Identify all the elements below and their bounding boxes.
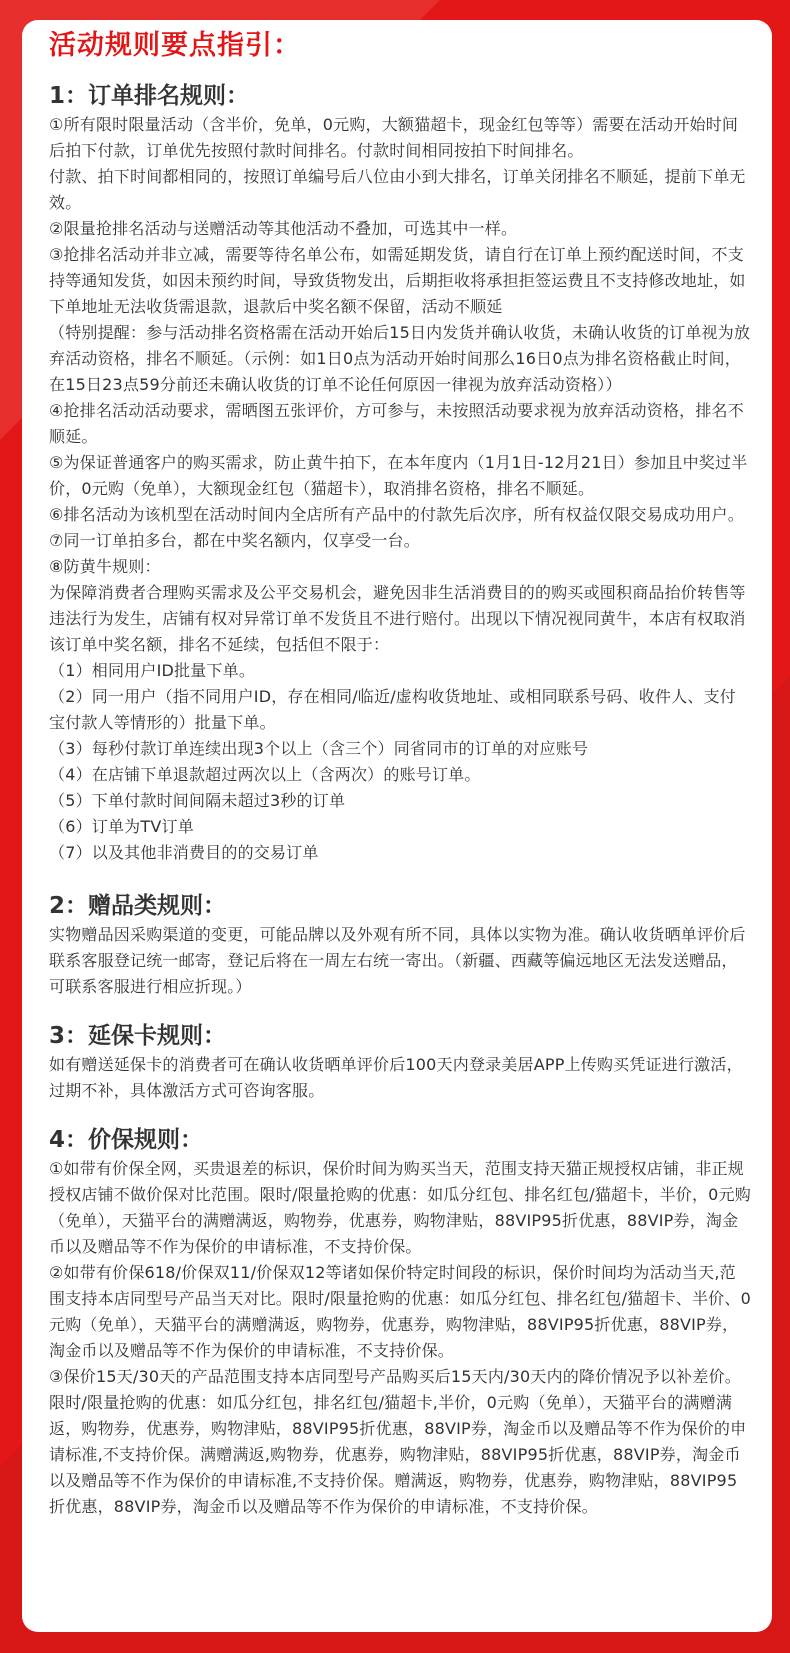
section-order-ranking (49, 80, 752, 866)
section-gift-rules (49, 890, 752, 1000)
section-heading: 2：赠品类规则： (49, 893, 227, 919)
section-warranty-card (49, 1020, 752, 1104)
section-body: ①所有限时限量活动（含半价，免单，0元购，大额猫超卡，现金红包等等）需要在活动开始时间后拍下付款，订单优先按照付款时间排名。付款时间相同按拍下时间排名。 付款、拍下时间都相同的，按照订单编号后八位由小到大排名，订单关闭排名不顺延，提前下单无效。 ②限量抢排名活动与送赠活动等其他活动不叠加，可选其中一样。 ③抢排名活动并非立减，需要等待名单公布，如需延期发货，请自行在订单上预约配送时间，不支持等通知发货，如因未预约时间，导致货物发出，后期拒收将承担拒签运费且不支持修改地址，如下单地址无法收货需退款，退款后中奖名额不保留，活动不顺延 （特别提醒：参与活动排名资格需在活动开始后15日内发货并确认收货，未确认收货的订单视为放弃活动资格，排名不顺延。（示例：如1日0点为活动开始时间那么16日0点为排名资格截止时间，在15日23点59分前还未确认收货的订单不论任何原因一律视为放弃活动资格）） ④抢排名活动活动要求，需晒图五张评价，方可参与，未按照活动要求视为放弃活动资格，排名不顺延。 ⑤为保证普通客户的购买需求，防止黄牛拍下，在本年度内（1月1日-12月21日）参加且中奖过半价，0元购（免单），大额现金红包（猫超卡），取消排名资格，排名不顺延。 ⑥排名活动为该机型在活动时间内全店所有产品中的付款先后次序，所有权益仅限交易成功用户。 ⑦同一订单拍多台，都在中奖名额内，仅享受一台。 ⑧防黄牛规则： 为保障消费者合理购买需求及公平交易机会，避免因非生活消费目的的购买或囤积商品抬价转售等违法行为发生，店铺有权对异常订单不发货且不进行赔付。出现以下情况视同黄牛，本店有权取消该订单中奖名额，排名不延续，包括但不限于： （1）相同用户ID批量下单。 （2）同一用户（指不同用户ID，存在相同/临近/虚构收货地址、或相同联系号码、收件人、支付宝付款人等情形的）批量下单。 （3）每秒付款订单连续出现3个以上（含三个）同省同市的订单的对应账号 （4）在店铺下单退款超过两次以上（含两次）的账号订单。 （5）下单付款时间间隔未超过3秒的订单 （6）订单为TV订单 （7）以及其他非消费目的的交易订单 (49, 115, 751, 862)
section-heading: 1：订单排名规则： (49, 83, 250, 109)
section-body: 实物赠品因采购渠道的变更，可能品牌以及外观有所不同，具体以实物为准。确认收货晒单评价后联系客服登记统一邮寄，登记后将在一周左右统一寄出。（新疆、西藏等偏远地区无法发送赠品，可联系客服进行相应折现。） (49, 925, 746, 996)
page-title: 活动规则要点指引： (49, 30, 301, 61)
section-heading: 3：延保卡规则： (49, 1023, 227, 1049)
section-body: ①如带有价保全网，买贵退差的标识，保价时间为购买当天，范围支持天猫正规授权店铺，非正规授权店铺不做价保对比范围。限时/限量抢购的优惠：如瓜分红包、排名红包/猫超卡，半价，0元购（免单），天猫平台的满赠满返，购物券，优惠券，购物津贴，88VIP95折优惠，88VIP券，淘金币以及赠品等不作为保价的申请标准，不支持价保。 ②如带有价保618/价保双11/价保双12等诸如保价特定时间段的标识，保价时间均为活动当天,范围支持本店同型号产品当天对比。限时/限量抢购的优惠：如瓜分红包、排名红包/猫超卡、半价、0元购（免单），天猫平台的满赠满返，购物券，优惠券，购物津贴，88VIP95折优惠，88VIP券，淘金币以及赠品等不作为保价的申请标准，不支持价保。 ③保价15天/30天的产品范围支持本店同型号产品购买后15天内/30天内的降价情况予以补差价。限时/限量抢购的优惠：如瓜分红包，排名红包/猫超卡,半价，0元购（免单），天猫平台的满赠满返，购物券，优惠券，购物津贴，88VIP95折优惠，88VIP券，淘金币以及赠品等不作为保价的申请标准,不支持价保。满赠满返,购物券，优惠券，购物津贴，88VIP95折优惠，88VIP券，淘金币以及赠品等不作为保价的申请标准,不支持价保。赠满返，购物券，优惠券，购物津贴，88VIP95折优惠，88VIP券，淘金币以及赠品等不作为保价的申请标准，不支持价保。 (49, 1159, 751, 1516)
section-body: 如有赠送延保卡的消费者可在确认收货晒单评价后100天内登录美居APP上传购买凭证进行激活，过期不补，具体激活方式可咨询客服。 (49, 1055, 743, 1100)
rules-card (22, 20, 772, 1632)
section-heading: 4：价保规则： (49, 1127, 204, 1153)
section-price-protection (49, 1124, 752, 1520)
